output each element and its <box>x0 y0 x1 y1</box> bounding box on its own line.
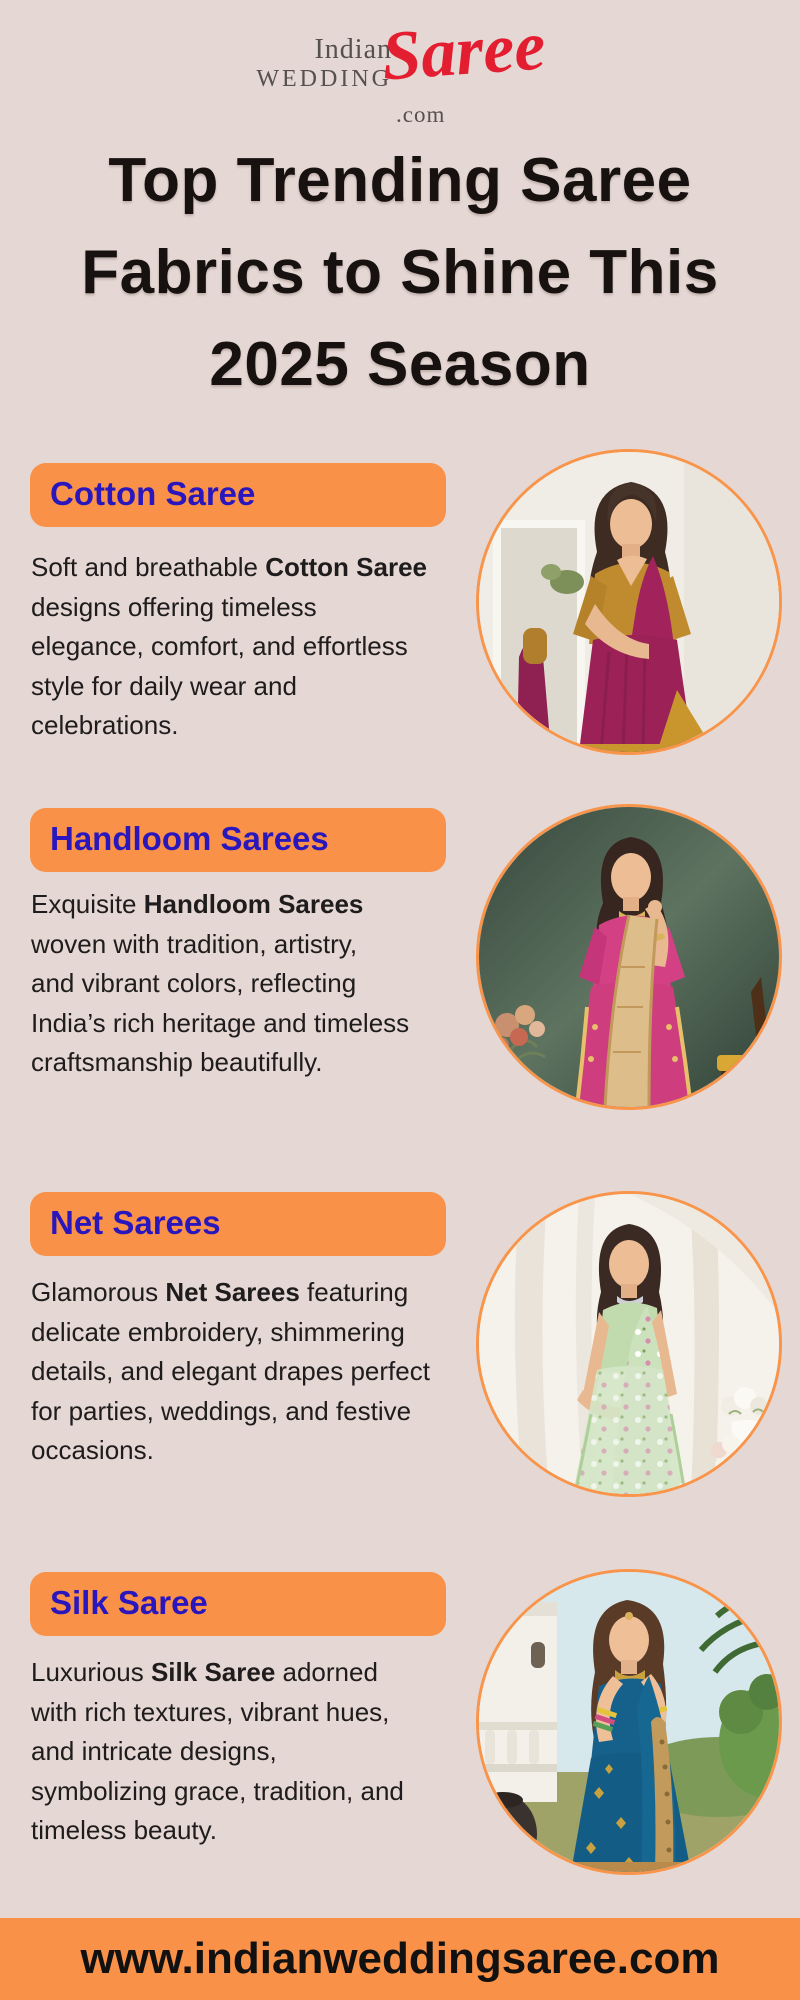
text-line: style for daily wear and <box>31 670 297 701</box>
text-line: timeless beauty. <box>31 1815 217 1845</box>
logo-tld-com: .com <box>396 102 446 127</box>
brand-logo <box>250 7 560 136</box>
net-sarees-header <box>30 1192 446 1256</box>
text-line: elegance, comfort, and effortless <box>31 631 408 661</box>
text-line: with rich textures, vibrant hues, <box>31 1696 390 1727</box>
text-line: Soft and breathable Cotton Saree <box>31 552 427 582</box>
text-line: Fabrics to Shine This <box>81 238 719 307</box>
handloom-sarees-description <box>31 885 461 1083</box>
text-line: details, and elegant drapes perfect <box>31 1356 430 1386</box>
handloom-sarees-photo <box>476 804 782 1110</box>
text-line: craftsmanship beautifully. <box>31 1047 323 1077</box>
handloom-sarees-illustration <box>479 807 779 1107</box>
handloom-sarees-header <box>30 808 446 872</box>
text-line: Top Trending Saree <box>108 146 692 215</box>
cotton-saree-header <box>30 463 446 527</box>
text-line: symbolizing grace, tradition, and <box>31 1775 404 1806</box>
handloom-sarees-heading-label: Handloom Sarees <box>50 820 329 857</box>
text-line: Glamorous Net Sarees featuring <box>31 1277 409 1307</box>
silk-saree-photo <box>476 1569 782 1875</box>
text-line: and vibrant colors, reflecting <box>31 968 357 998</box>
logo-script-saree: Saree <box>379 7 548 96</box>
silk-saree-description <box>31 1653 461 1851</box>
text-line: delicate embroidery, shimmering <box>31 1316 405 1347</box>
net-sarees-heading-label: Net Sarees <box>50 1204 221 1241</box>
silk-saree-heading-label: Silk Saree <box>50 1584 208 1621</box>
net-sarees-photo <box>476 1191 782 1497</box>
text-line: Exquisite Handloom Sarees <box>31 889 364 919</box>
net-sarees-description <box>31 1273 461 1471</box>
text-line: occasions. <box>31 1435 154 1465</box>
silk-saree-illustration <box>479 1572 779 1872</box>
cotton-saree-photo <box>476 449 782 755</box>
text-line: and intricate designs, <box>31 1736 277 1766</box>
text-line: 2025 Season <box>209 330 591 399</box>
text-line: woven with tradition, artistry, <box>31 928 358 959</box>
footer-bar <box>0 1918 800 2000</box>
text-line: Luxurious Silk Saree adorned <box>31 1657 378 1687</box>
text-line: celebrations. <box>31 710 179 740</box>
silk-saree-header <box>30 1572 446 1636</box>
logo-word-wedding: WEDDING <box>256 66 392 92</box>
website-link[interactable]: www.indianweddingsaree.com <box>80 1934 720 1983</box>
text-line: India’s rich heritage and timeless <box>31 1007 410 1038</box>
cotton-saree-heading-label: Cotton Saree <box>50 475 256 512</box>
cotton-saree-illustration <box>479 452 779 752</box>
text-line: for parties, weddings, and festive <box>31 1395 412 1426</box>
page-title <box>0 135 800 411</box>
logo-word-indian: Indian <box>314 34 392 65</box>
cotton-saree-description <box>31 548 461 746</box>
text-line: designs offering timeless <box>31 591 317 622</box>
net-sarees-illustration <box>479 1194 779 1494</box>
